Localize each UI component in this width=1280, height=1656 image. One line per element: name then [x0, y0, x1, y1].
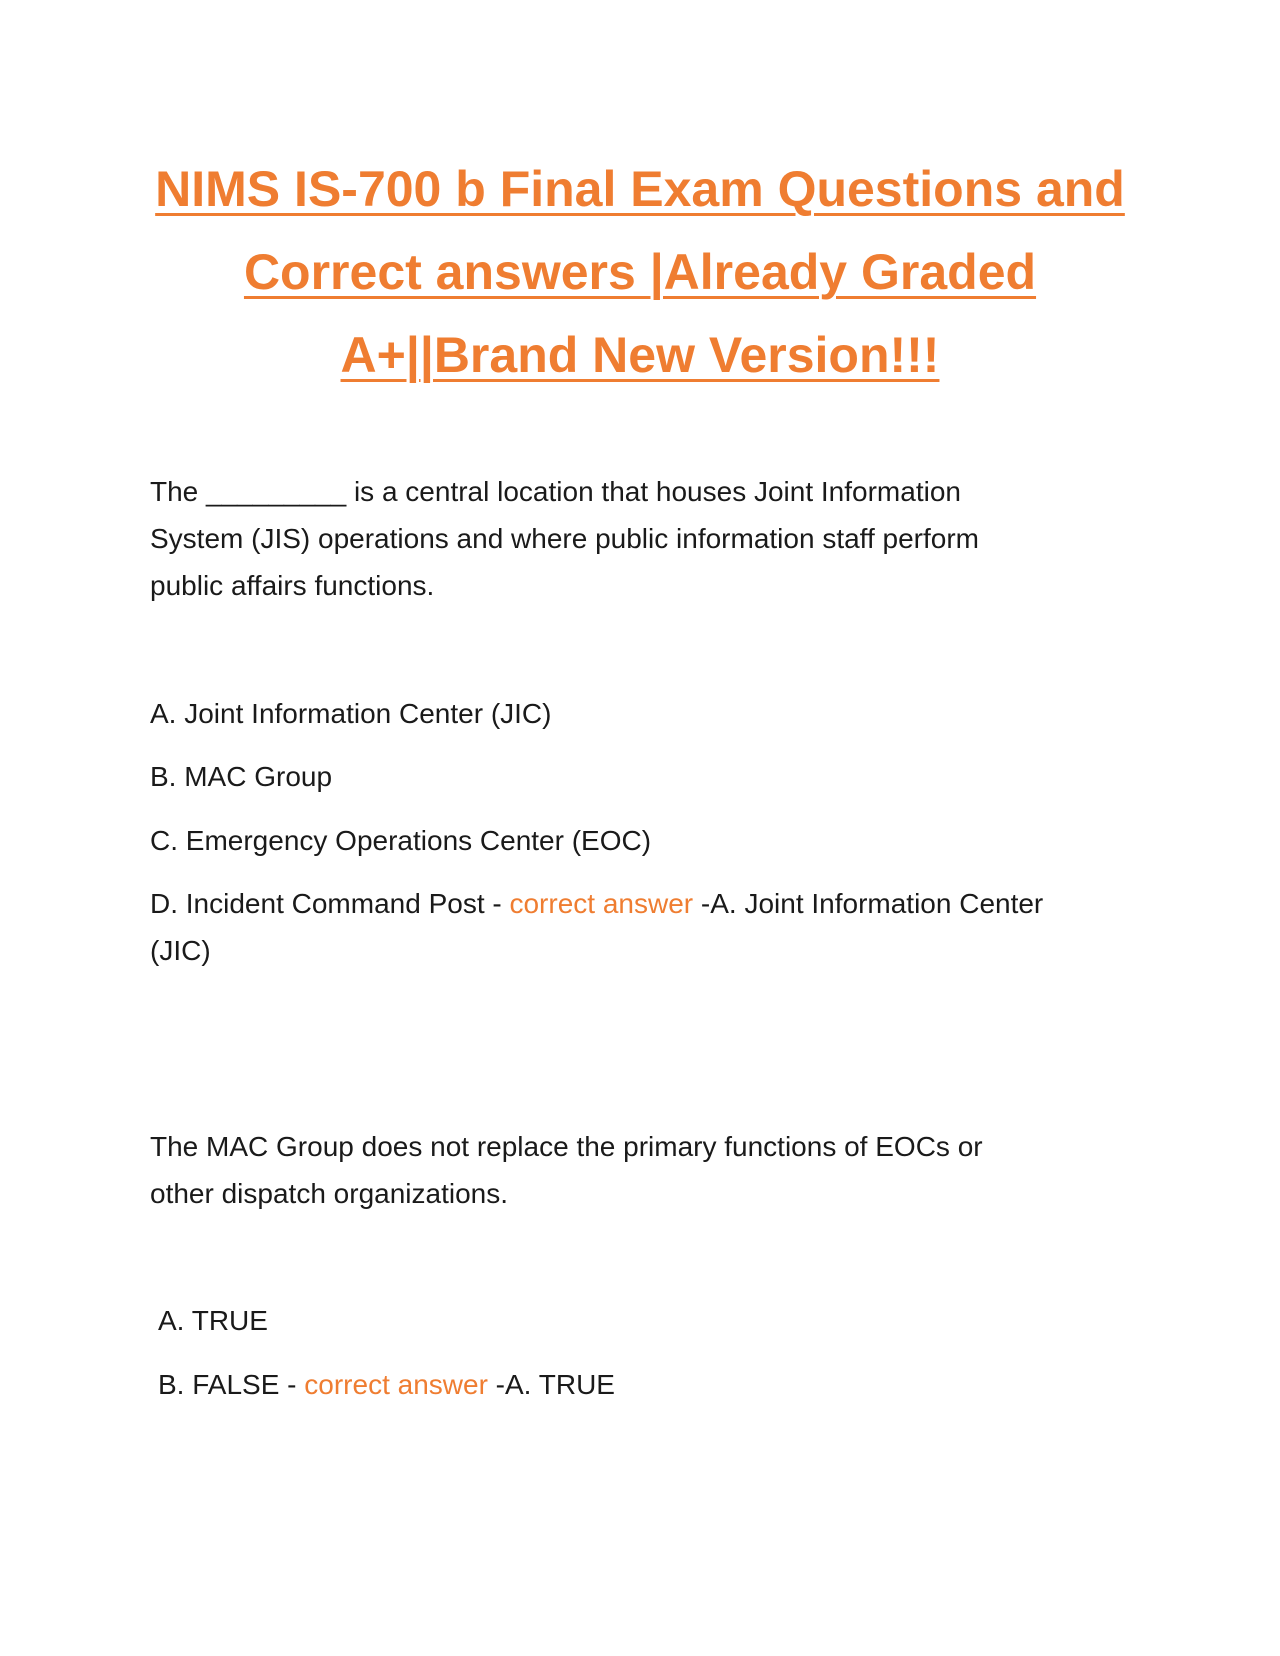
title-line-2: Correct answers |Already Graded [243, 244, 1037, 300]
question-2-answer: -A. TRUE [487, 1369, 615, 1400]
correct-answer-label: correct answer [304, 1369, 488, 1400]
correct-answer-label: correct answer [509, 888, 694, 919]
question-2-prompt-line: The MAC Group does not replace the primary functions of EOCs or [150, 1131, 983, 1162]
question-1-option-d-text: D. Incident Command Post - [150, 888, 510, 919]
document-title [150, 148, 1130, 397]
question-2-option-b-text: B. FALSE - [158, 1369, 305, 1400]
question-1-option-c: C. Emergency Operations Center (EOC) [150, 825, 652, 856]
question-1-prompt-line: System (JIS) operations and where public information staff perform [150, 523, 979, 554]
question-1-option-b: B. MAC Group [150, 761, 333, 792]
question-1-answer-continued: (JIC) [150, 935, 211, 966]
question-1-prompt-line: The _________ is a central location that houses Joint Information [150, 476, 961, 507]
question-2-prompt [150, 1123, 1140, 1217]
question-1-prompt [150, 468, 1140, 609]
question-1-option-d [150, 880, 1140, 974]
question-2-prompt-line: other dispatch organizations. [150, 1178, 508, 1209]
title-line-3: A+||Brand New Version!!! [340, 327, 940, 383]
title-line-1: NIMS IS-700 b Final Exam Questions and [155, 161, 1125, 217]
question-2-option-a: A. TRUE [158, 1305, 268, 1336]
question-1-answer: -A. Joint Information Center [693, 888, 1044, 919]
question-1-prompt-line: public affairs functions. [150, 570, 435, 601]
question-2-option-b [158, 1361, 1148, 1408]
question-1-option-a: A. Joint Information Center (JIC) [150, 698, 552, 729]
